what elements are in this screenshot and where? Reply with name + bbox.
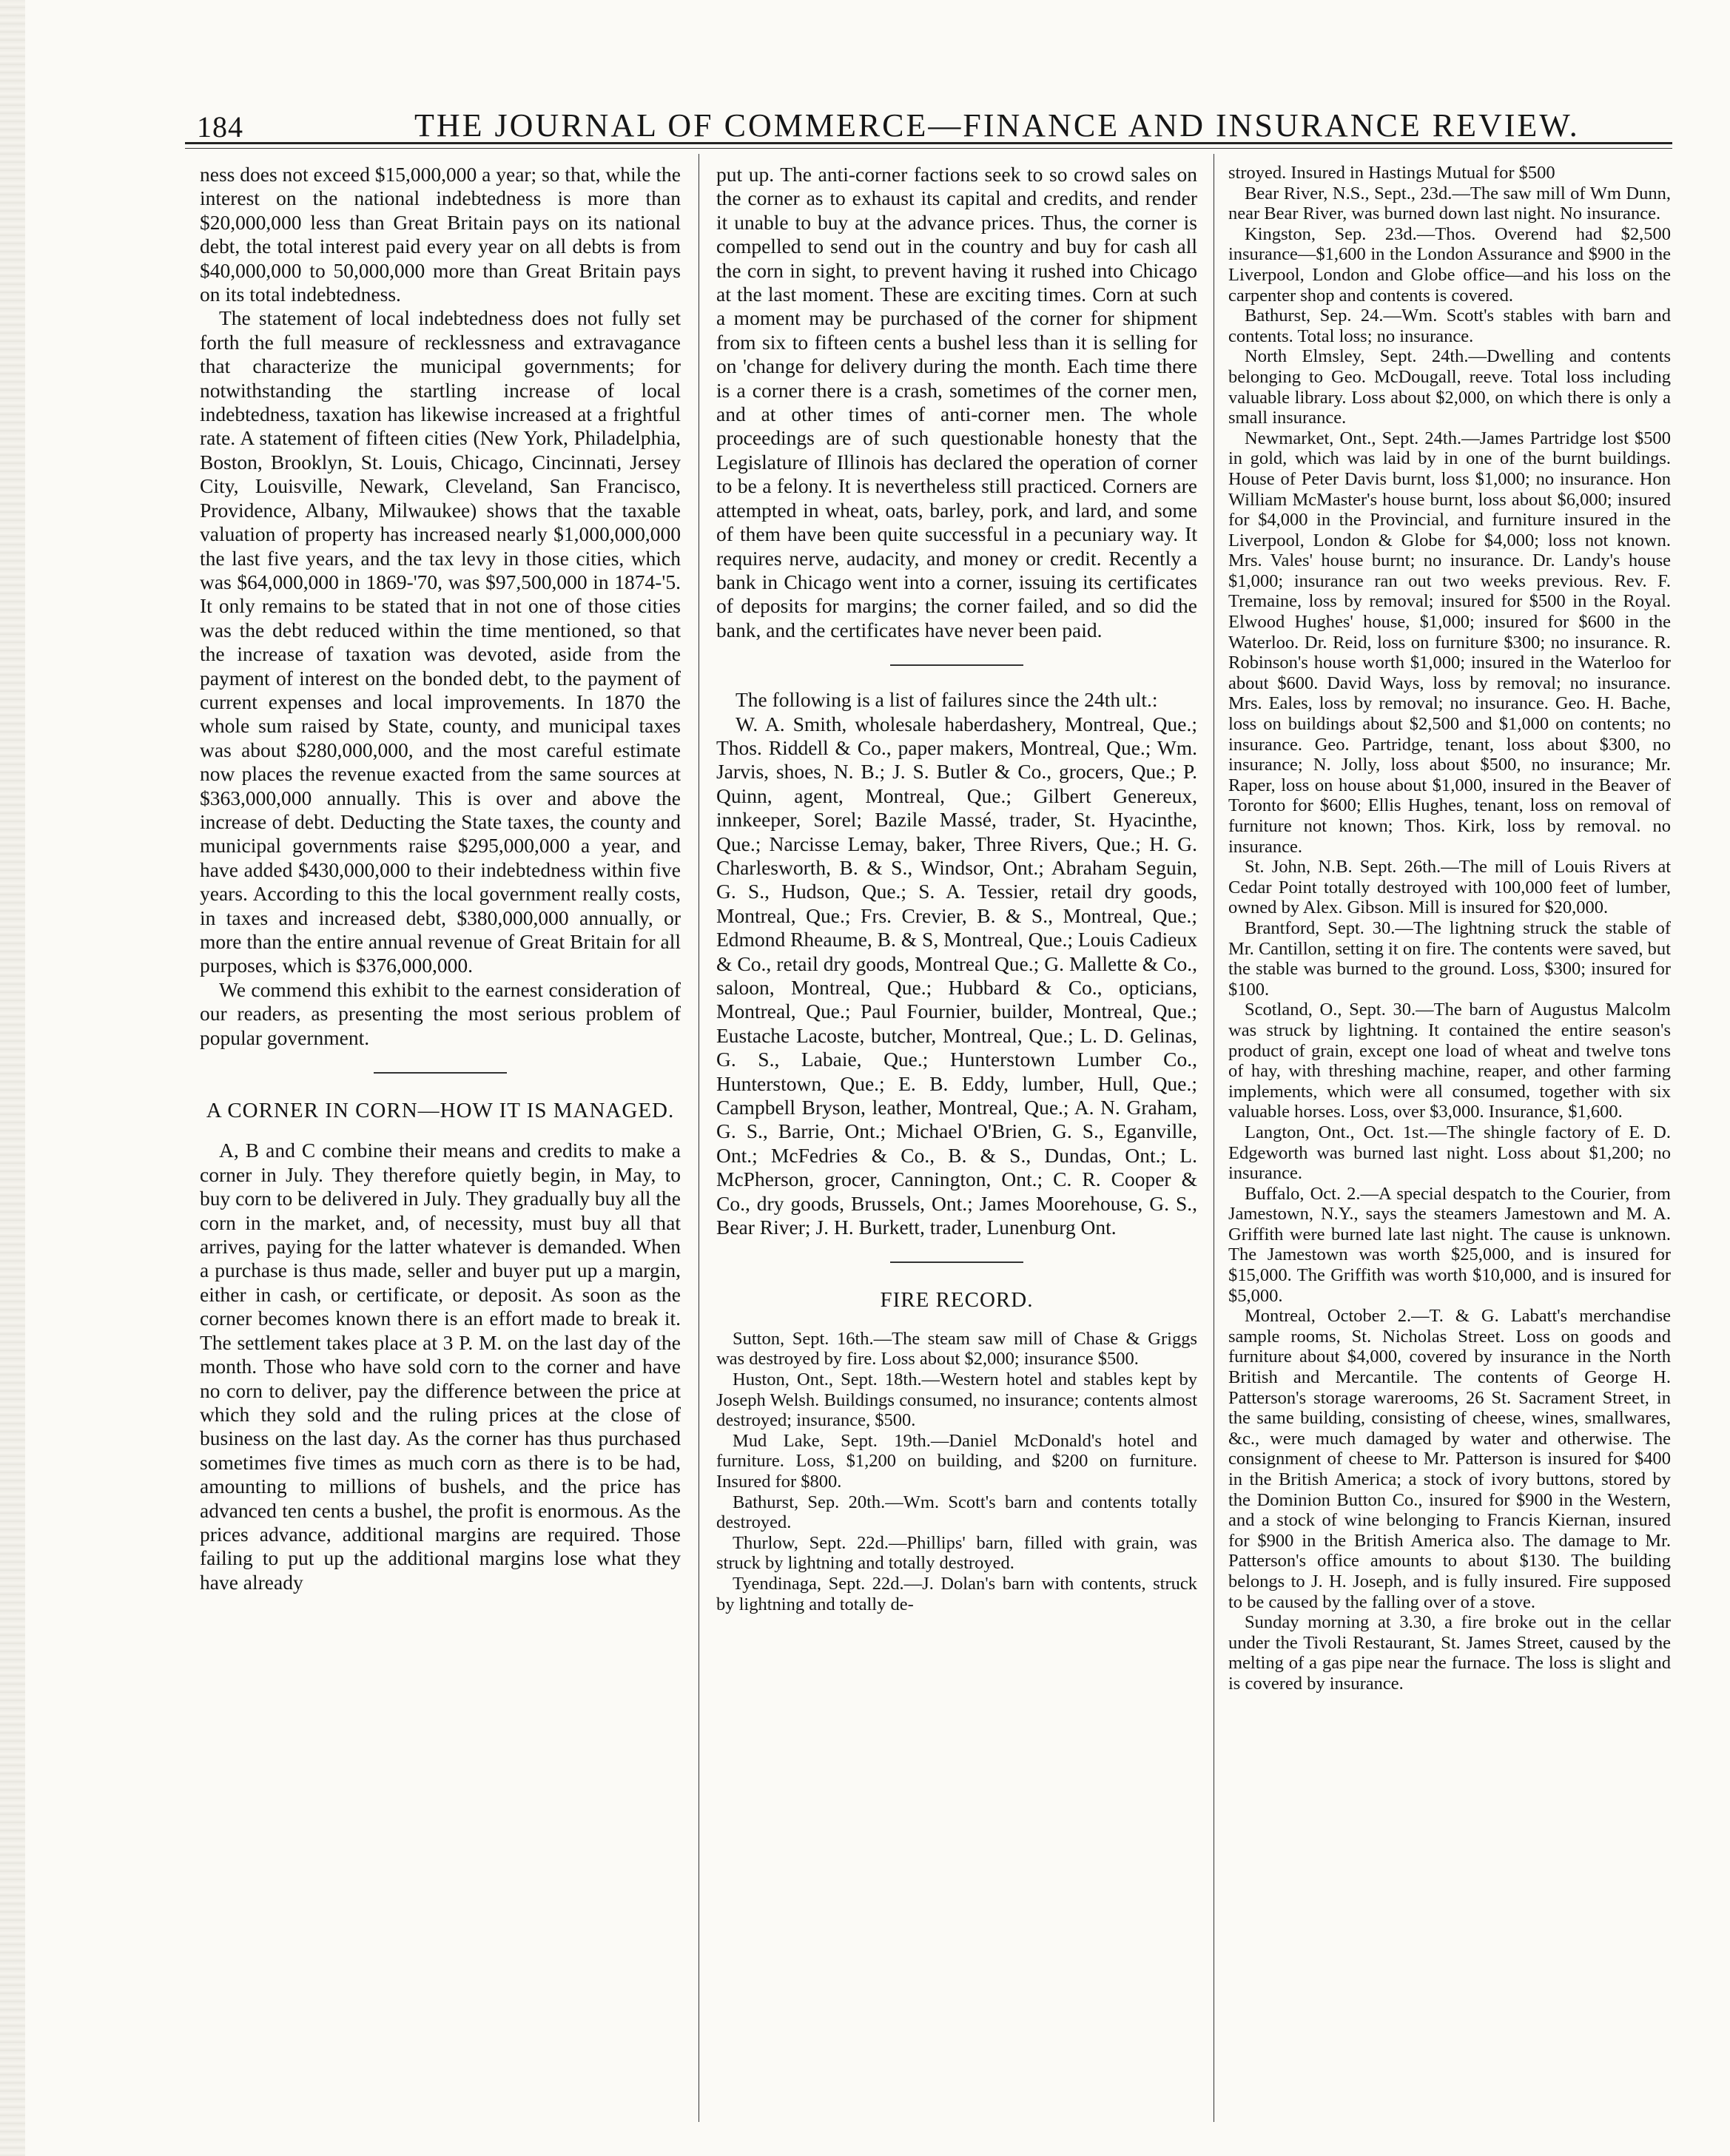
masthead-rule (185, 142, 1672, 144)
article-paragraph: A, B and C combine their means and credits to make a corner in July. They therefore quietly begin, in May, to buy corn to be delivered in July. They gradually buy all the corn in the market, and, of necessity, must buy all that arrives, paying for the latter whatever is demanded. When a purchase is thus made, seller and buyer put up a margin, either in cash, or certificate, or deposit. As soon as the corner becomes known there is an effort made to break it. The settlement takes place at 3 P. M. on the last day of the month. Those who have sold corn to the corner and have no corn to deliver, pay the difference between the price at which they sold and the ruling prices at the close of business on the last day. As the corner has thus purchased sometimes five times as much corn as there is to be had, amounting to millions of bushels, and the price has advanced ten cents a bushel, the profit is enormous. As the prices advance, additional margins are required. Those failing to put up the additional margins lose what they have already (200, 1139, 681, 1594)
fire-entry: Scotland, O., Sept. 30.—The barn of Augustus Malcolm was struck by lightning. It contained the entire season's product of grain, except one load of wheat and twelve tons of hay, with threshing machine, reaper, and other farming implements, which were all consumed, together with six valuable horses. Loss, over $3,000. Insurance, $1,600. (1228, 1000, 1671, 1122)
fire-entry: Kingston, Sep. 23d.—Thos. Overend had $2,500 insurance—$1,600 in the London Assurance and $900 in the Liverpool, London and Globe office—and his loss on the carpenter shop and contents is covered. (1228, 223, 1671, 306)
fire-entry: Thurlow, Sept. 22d.—Phillips' barn, filled with grain, was struck by lightning and totally destroyed. (716, 1532, 1197, 1574)
fire-entry: Sunday morning at 3.30, a fire broke out in the cellar under the Tivoli Restaurant, St. James Street, caused by the melting of a gas pipe near the furnace. The loss is slight and is covered by insurance. (1228, 1612, 1671, 1694)
fire-entry: Sutton, Sept. 16th.—The steam saw mill of Chase & Griggs was destroyed by fire. Loss about $2,000; insurance $500. (716, 1328, 1197, 1370)
fire-entry: Newmarket, Ont., Sept. 24th.—James Partridge lost $500 in gold, which was laid by in one of the burnt buildings. House of Peter Davis burnt, loss $1,000; no insurance. Hon William McMaster's house burnt, loss about $6,000; insured for $4,000 in the Provincial, and furniture insured in the Liverpool, London & Globe for $4,000; loss not known. Mrs. Vales' house burnt; no insurance. Dr. Landy's house $1,000; insurance ran out two weeks previous. Rev. F. Tremaine, loss by removal; insured for $500 in the Royal. Elwood Hughes' house, $1,000; insured for $600 in the Waterloo. Dr. Reid, loss on furniture $300; no insurance. R. Robinson's house worth $1,000; insured in the Waterloo for about $600. David Ways, loss by removal; no insurance. Mrs. Eales, loss by removal; no insurance. Geo. H. Bache, loss on buildings about $2,500 and $1,000 on contents; no insurance. Geo. Partridge, tenant, loss about $300, no insurance; N. Jolly, loss about $500, no insurance; Mr. Raper, loss on house about $1,000, insured in the Beaver of Toronto for $600; Ellis Hughes, tenant, loss on removal of furniture not known; Thos. Kirk, loss by removal. no insurance. (1228, 428, 1671, 857)
fire-entry: Tyendinaga, Sept. 22d.—J. Dolan's barn with contents, struck by lightning and totally de- (716, 1574, 1197, 1614)
fire-entry: North Elmsley, Sept. 24th.—Dwelling and contents belonging to Geo. McDougall, reeve. Total loss including valuable library. Loss about $2,000, on which there is only a small insurance. (1228, 346, 1671, 428)
fire-record-heading: FIRE RECORD. (880, 1288, 1034, 1313)
section-divider (374, 1072, 507, 1074)
fire-entry: St. John, N.B. Sept. 26th.—The mill of Louis Rivers at Cedar Point totally destroyed with 100,000 feet of lumber, owned by Alex. Gibson. Mill is insured for $20,000. (1228, 857, 1671, 918)
journal-title: THE JOURNAL OF COMMERCE—FINANCE AND INSURANCE REVIEW. (414, 107, 1580, 144)
section-divider (890, 1261, 1023, 1263)
fire-entry: stroyed. Insured in Hastings Mutual for $500 (1228, 163, 1555, 183)
section-divider (890, 664, 1023, 666)
fire-entry: Bear River, N.S., Sept., 23d.—The saw mill of Wm Dunn, near Bear River, was burned down last night. No insurance. (1228, 183, 1671, 224)
fire-entry: Langton, Ont., Oct. 1st.—The shingle factory of E. D. Edgeworth was burned last night. Loss about $1,200; no insurance. (1228, 1122, 1671, 1184)
fire-entry: Bathurst, Sep. 24.—Wm. Scott's stables with barn and contents. Total loss; no insurance. (1228, 306, 1671, 346)
masthead-rule-thin (185, 148, 1672, 149)
fire-entry: Huston, Ont., Sept. 18th.—Western hotel and stables kept by Joseph Welsh. Buildings consumed, no insurance; contents almost destroyed; insurance, $500. (716, 1370, 1197, 1431)
column-3 (1228, 163, 1671, 2116)
fire-entry: Buffalo, Oct. 2.—A special despatch to the Courier, from Jamestown, N.Y., says the steamers Jamestown and M. A. Griffith were burned late last night. The cause is unknown. The Jamestown was worth $25,000, and is insured for $15,000. The Griffith was worth $10,000, and is insured for $5,000. (1228, 1183, 1671, 1306)
fire-entry: Bathurst, Sep. 20th.—Wm. Scott's barn and contents totally destroyed. (716, 1492, 1197, 1533)
page-edge-shadow (0, 0, 25, 2156)
column-1 (200, 163, 681, 2116)
column-2 (716, 163, 1197, 2116)
article-paragraph: We commend this exhibit to the earnest consideration of our readers, as presenting the most serious problem of popular government. (200, 977, 681, 1049)
article-paragraph: The statement of local indebtedness does not fully set forth the full measure of recklessness and extravagance that characterize the municipal governments; for notwithstanding the startling increase of local indebtedness, taxation has likewise increased at a frightful rate. A statement of fifteen cities (New York, Philadelphia, Boston, Brooklyn, St. Louis, Chicago, Cincinnati, Jersey City, Louisville, Newark, Cleveland, San Francisco, Providence, Albany, Milwaukee) shows that the taxable valuation of property has increased nearly $1,000,000,000 the last five years, and the tax levy in those cities, which was $64,000,000 in 1869-'70, was $97,500,000 in 1874-'5. It only remains to be stated that in not one of those cities was the debt reduced within the time mentioned, so that the increase of taxation was devoted, aside from the payment of interest on the bonded debt, to the payment of current expenses and local improvements. In 1870 the whole sum raised by State, county, and municipal taxes was about $280,000,000, and the most careful estimate now places the revenue exacted from the same sources at $363,000,000 annually. This is over and above the increase of debt. Deducting the State taxes, the county and municipal governments raise $295,000,000 a year, and have added $430,000,000 to their indebtedness within five years. According to this the local government really costs, in taxes and increased debt, $380,000,000 annually, or more than the entire annual revenue of Great Britain for all purposes, which is $376,000,000. (200, 306, 681, 977)
article-paragraph: put up. The anti-corner factions seek to so crowd sales on the corner as to exhaust its capital and credits, and render it unable to buy at the advance prices. Thus, the corner is compelled to send out in the country and buy for cash all the corn in sight, to prevent having it rushed into Chicago at the last moment. These are exciting times. Corn at such a moment may be purchased of the corner for shipment from six to fifteen cents a bushel less than it is selling for on 'change for delivery during the month. Each time there is a corner there is a crash, sometimes of the corner men, and at other times of anti-corner men. The whole proceedings are of such questionable honesty that the Legislature of Illinois has declared the operation of corner to be a felony. It is nevertheless still practiced. Corners are attempted in wheat, oats, barley, pork, and lard, and some of them have been quite successful in a pecuniary way. It requires nerve, audacity, and money or credit. Recently a bank in Chicago went into a corner, issuing its certificates of deposits for margins; the corner failed, and so did the bank, and the certificates have never been paid. (716, 163, 1197, 641)
failures-list: W. A. Smith, wholesale haberdashery, Montreal, Que.; Thos. Riddell & Co., paper makers, Montreal, Que.; Wm. Jarvis, shoes, N. B.; J. S. Butler & Co., grocers, Que.; P. Quinn, agent, Montreal, Que.; Gilbert Genereux, innkeeper, Sorel; Bazile Massé, trader, St. Hyacinthe, Que.; Narcisse Lemay, baker, Three Rivers, Que.; H. G. Charlesworth, B. & S., Windsor, Ont.; Abraham Seguin, G. S., Hudson, Que.; S. A. Tessier, retail dry goods, Montreal, Que.; Frs. Crevier, B. & S., Montreal, Que.; Edmond Rheaume, B. & S, Montreal, Que.; Louis Cadieux & Co., retail dry goods, Montreal Que.; G. Mallette & Co., saloon, Montreal, Que.; Hubbard & Co., opticians, Montreal, Que.; Paul Fournier, builder, Montreal, Que.; Eustache Lacoste, butcher, Montreal, Que.; L. D. Gelinas, G. S., Labaie, Que.; Hunterstown Lumber Co., Hunterstown, Que.; E. B. Eddy, lumber, Hull, Que.; Campbell Bryson, leather, Montreal, Que.; A. N. Graham, G. S., Barrie, Ont.; Michael O'Brien, G. S., Eganville, Ont.; McFedries & Co., B. & S., Dundas, Ont.; L. McPherson, grocer, Cannington, Ont.; C. R. Cooper & Co., dry goods, Brussels, Ont.; James Moorehouse, G. S., Bear River; J. H. Burkett, trader, Lunenburg Ont. (716, 712, 1197, 1239)
fire-entry: Mud Lake, Sept. 19th.—Daniel McDonald's hotel and furniture. Loss, $1,200 on building, and $200 on furniture. Insured for $800. (716, 1430, 1197, 1492)
newspaper-page (185, 89, 1672, 2131)
page-number: 184 (197, 110, 243, 144)
article-heading-corner: A CORNER IN CORN—HOW IT IS MANAGED. (206, 1099, 675, 1123)
fire-entry: Brantford, Sept. 30.—The lightning struck the stable of Mr. Cantillon, setting it on fire. The contents were saved, but the stable was burned to the ground. Loss, $300; insured for $100. (1228, 917, 1671, 1000)
fire-entry: Montreal, October 2.—T. & G. Labatt's merchandise sample rooms, St. Nicholas Street. Loss on goods and furniture about $4,000, covered by insurance in the North British and Mercantile. The contents of George H. Patterson's storage warerooms, 26 St. Sacrament Street, in the same building, consisting of cheese, wines, smallwares, &c., were much damaged by water and otherwise. The consignment of cheese to Mr. Patterson is insured for $400 in the British America; a stock of ivory buttons, stored by the Dominion Button Co., insured for $900 in the Western, and a stock of wine belonging to Francis Kiernan, insured for $900 in the British America also. The damage to Mr. Patterson's office amounts to about $130. The building belongs to J. H. Joseph, and is fully insured. Fire supposed to be caused by the falling over of a stove. (1228, 1306, 1671, 1612)
fire-record-list (716, 1329, 1197, 1614)
failures-intro: The following is a list of failures since the 24th ult.: (736, 688, 1158, 712)
article-paragraph: ness does not exceed $15,000,000 a year; so that, while the interest on the national indebtedness is more than $20,000,000 less than Great Britain pays on its national debt, the total interest paid every year on all debts is from $40,000,000 to 50,000,000 more than Great Britain pays on its total indebtedness. (200, 163, 681, 306)
